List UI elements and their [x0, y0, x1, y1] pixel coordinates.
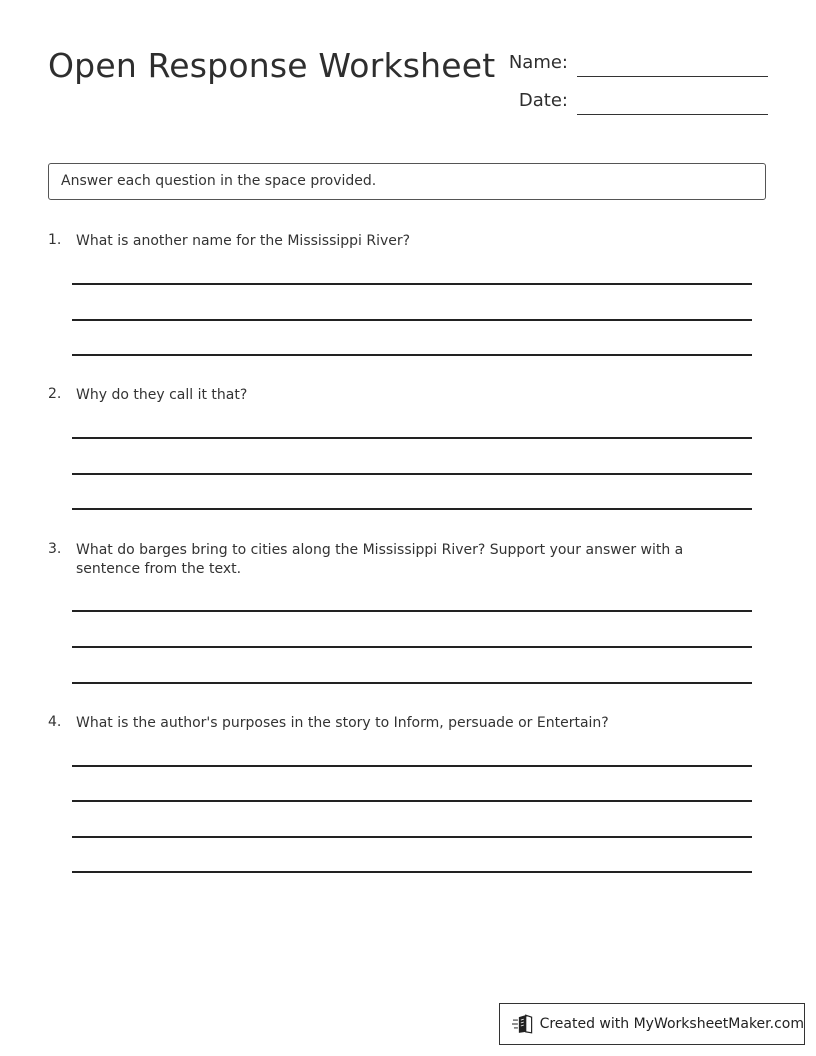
question-number: 4. — [48, 714, 62, 730]
answer-line[interactable] — [72, 682, 752, 684]
name-field-line[interactable] — [577, 76, 768, 77]
date-label: Date: — [518, 90, 568, 111]
question-number: 1. — [48, 232, 62, 248]
question-text: What is another name for the Mississippi River? — [76, 233, 411, 249]
question-number: 3. — [48, 541, 62, 557]
question-number: 2. — [48, 386, 62, 402]
book-icon — [512, 1014, 534, 1034]
date-field-line[interactable] — [577, 114, 768, 115]
footer-badge[interactable] — [499, 1003, 805, 1045]
question-text: What do barges bring to cities along the Mississippi River? Support your answer with a sentence from the text. — [76, 542, 684, 577]
answer-line[interactable] — [72, 473, 752, 475]
answer-line[interactable] — [72, 319, 752, 321]
instructions-box: Answer each question in the space provided. — [48, 163, 766, 200]
question-text: Why do they call it that? — [76, 387, 248, 403]
answer-line[interactable] — [72, 610, 752, 612]
page-title: Open Response Worksheet — [48, 46, 496, 85]
answer-line[interactable] — [72, 283, 752, 285]
answer-line[interactable] — [72, 836, 752, 838]
answer-line[interactable] — [72, 354, 752, 356]
question-text: What is the author's purposes in the story to Inform, persuade or Entertain? — [76, 715, 609, 731]
answer-line[interactable] — [72, 800, 752, 802]
name-label: Name: — [508, 52, 568, 73]
answer-line[interactable] — [72, 646, 752, 648]
footer-text: Created with MyWorksheetMaker.com — [539, 1016, 804, 1032]
answer-line[interactable] — [72, 871, 752, 873]
answer-line[interactable] — [72, 765, 752, 767]
answer-line[interactable] — [72, 508, 752, 510]
answer-line[interactable] — [72, 437, 752, 439]
